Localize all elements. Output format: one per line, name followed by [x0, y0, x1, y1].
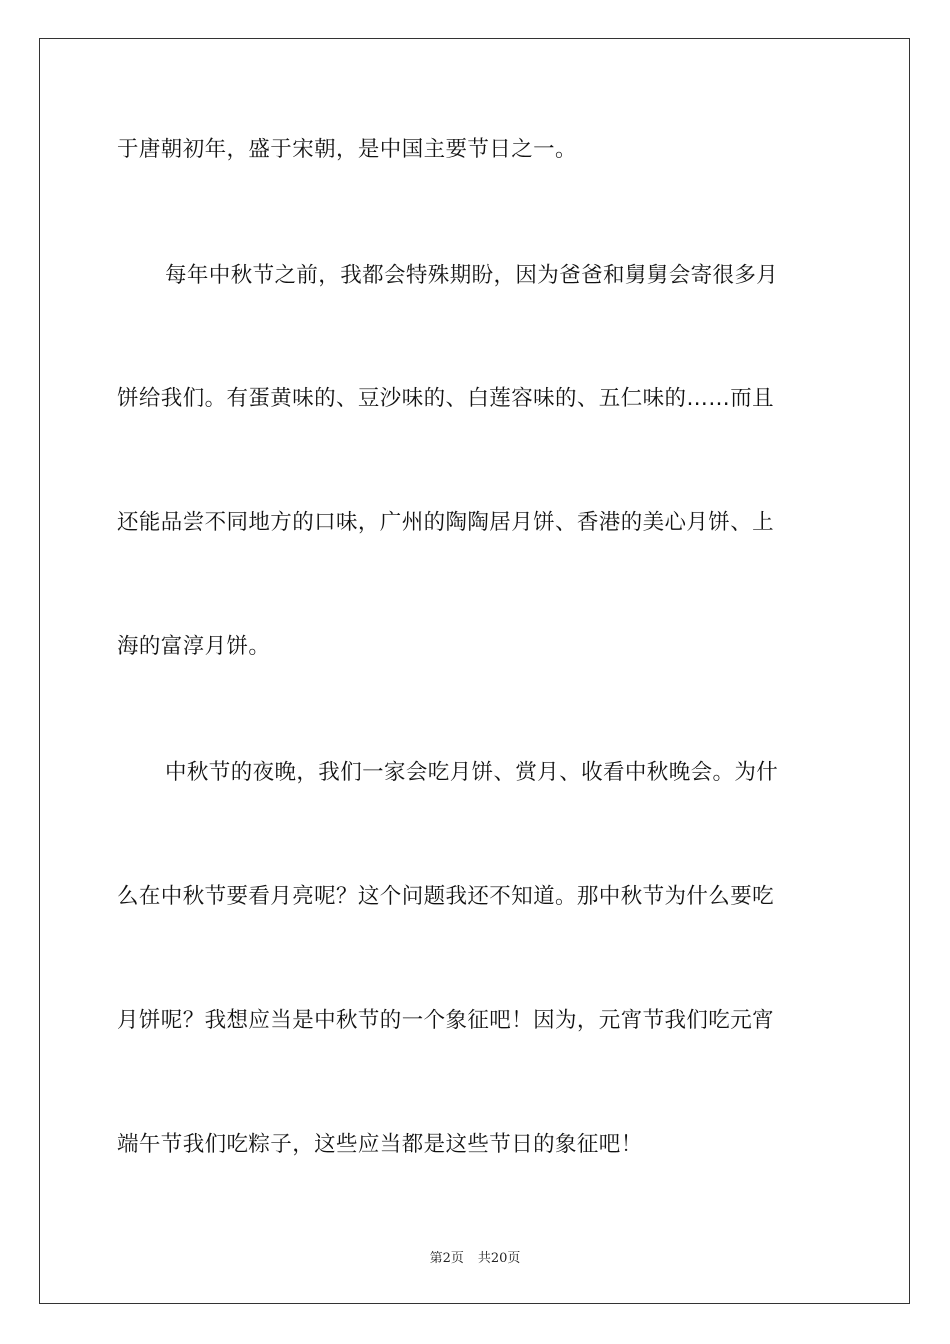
page-number: 第2页	[429, 1251, 464, 1266]
text-line: 端午节我们吃粽子，这些应当都是这些节日的象征吧！	[117, 1132, 643, 1157]
paragraph-first-line: 每年中秋节之前，我都会特殊期盼，因为爸爸和舅舅会寄很多月	[165, 263, 779, 288]
page-total: 共20页	[477, 1251, 521, 1266]
text-line: 海的富淳月饼。	[117, 634, 271, 659]
page-footer	[0, 1247, 950, 1266]
text-line: 月饼呢？我想应当是中秋节的一个象征吧！因为，元宵节我们吃元宵	[117, 1008, 775, 1033]
paragraph-first-line: 中秋节的夜晚，我们一家会吃月饼、赏月、收看中秋晚会。为什	[165, 760, 779, 785]
text-line: 还能品尝不同地方的口味，广州的陶陶居月饼、香港的美心月饼、上	[117, 510, 775, 535]
text-line: 于唐朝初年，盛于宋朝，是中国主要节日之一。	[117, 137, 577, 162]
page-border	[39, 38, 910, 1304]
text-line: 么在中秋节要看月亮呢？这个问题我还不知道。那中秋节为什么要吃	[117, 884, 775, 909]
text-line: 饼给我们。有蛋黄味的、豆沙味的、白莲容味的、五仁味的……而且	[117, 386, 775, 411]
